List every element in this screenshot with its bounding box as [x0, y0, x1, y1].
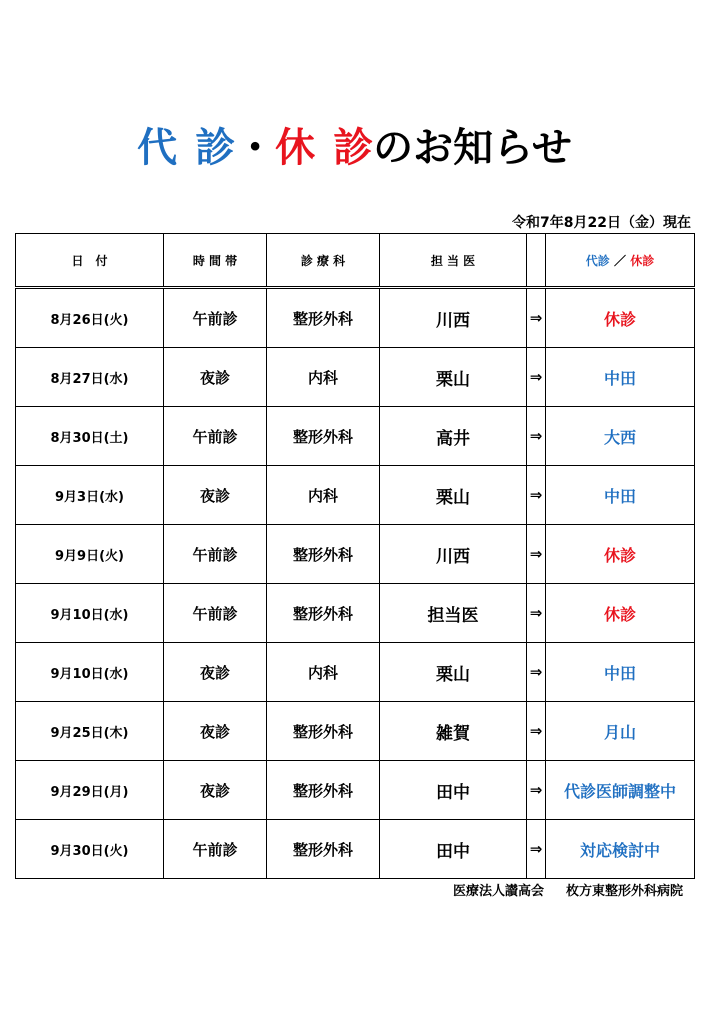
time-cell: 夜診 [164, 348, 267, 407]
date-cell: 9月3日(水) [16, 466, 164, 525]
table-row [16, 348, 695, 407]
title-closed-1: 休 [275, 125, 316, 171]
table-row [16, 761, 695, 820]
table-row [16, 584, 695, 643]
page-title [0, 118, 709, 178]
table-row [16, 466, 695, 525]
footer-organization [453, 880, 683, 899]
substitute-cell: 中田 [546, 643, 695, 702]
doctor-cell: 栗山 [380, 466, 527, 525]
header-separator: ／ [613, 253, 626, 268]
header-substitute-label: 代診 [585, 253, 610, 268]
doctor-cell: 川西 [380, 288, 527, 348]
doctor-cell: 担当医 [380, 584, 527, 643]
arrow-icon: ⇒ [527, 702, 546, 761]
date-cell: 8月30日(土) [16, 407, 164, 466]
table-row [16, 407, 695, 466]
date-cell: 9月25日(木) [16, 702, 164, 761]
substitute-cell: 対応検討中 [546, 820, 695, 879]
date-cell: 9月9日(火) [16, 525, 164, 584]
title-closed-2: 診 [333, 125, 374, 171]
doctor-cell: 栗山 [380, 348, 527, 407]
header-time: 時 間 帯 [164, 234, 267, 288]
date-cell: 9月10日(水) [16, 643, 164, 702]
arrow-icon: ⇒ [527, 643, 546, 702]
doctor-cell: 雑賀 [380, 702, 527, 761]
substitute-cell: 月山 [546, 702, 695, 761]
date-cell: 8月27日(水) [16, 348, 164, 407]
time-cell: 午前診 [164, 820, 267, 879]
substitute-cell: 中田 [546, 348, 695, 407]
header-date: 日 付 [16, 234, 164, 288]
header-closed-label: 休診 [630, 253, 655, 268]
arrow-icon: ⇒ [527, 407, 546, 466]
table-row [16, 820, 695, 879]
time-cell: 午前診 [164, 407, 267, 466]
time-cell: 夜診 [164, 643, 267, 702]
arrow-icon: ⇒ [527, 584, 546, 643]
doctor-cell: 田中 [380, 761, 527, 820]
substitute-cell: 休診 [546, 288, 695, 348]
header-arrow-gap [527, 234, 546, 288]
time-cell: 午前診 [164, 525, 267, 584]
title-substitute-2: 診 [195, 125, 236, 171]
time-cell: 夜診 [164, 466, 267, 525]
header-substitute [546, 234, 695, 288]
table-row [16, 702, 695, 761]
date-cell: 9月29日(月) [16, 761, 164, 820]
arrow-icon: ⇒ [527, 761, 546, 820]
substitute-cell: 中田 [546, 466, 695, 525]
arrow-icon: ⇒ [527, 820, 546, 879]
department-cell: 整形外科 [267, 407, 380, 466]
doctor-cell: 栗山 [380, 643, 527, 702]
title-dot: ・ [235, 125, 276, 171]
substitute-cell: 大西 [546, 407, 695, 466]
department-cell: 整形外科 [267, 702, 380, 761]
substitute-cell: 休診 [546, 525, 695, 584]
department-cell: 内科 [267, 466, 380, 525]
department-cell: 整形外科 [267, 820, 380, 879]
header-doctor: 担 当 医 [380, 234, 527, 288]
department-cell: 整形外科 [267, 584, 380, 643]
table-header-row [16, 234, 695, 288]
doctor-cell: 川西 [380, 525, 527, 584]
table-row [16, 288, 695, 348]
time-cell: 夜診 [164, 702, 267, 761]
header-dept: 診 療 科 [267, 234, 380, 288]
table-row [16, 643, 695, 702]
time-cell: 午前診 [164, 288, 267, 348]
department-cell: 整形外科 [267, 761, 380, 820]
substitute-cell: 休診 [546, 584, 695, 643]
doctor-cell: 高井 [380, 407, 527, 466]
arrow-icon: ⇒ [527, 466, 546, 525]
footer-hospital-name: 枚方東整形外科病院 [565, 884, 683, 899]
arrow-icon: ⇒ [527, 348, 546, 407]
doctor-cell: 田中 [380, 820, 527, 879]
as-of-date: 令和7年8月22日（金）現在 [512, 215, 691, 231]
table-row [16, 525, 695, 584]
schedule-table [15, 233, 695, 879]
arrow-icon: ⇒ [527, 288, 546, 348]
date-cell: 9月10日(水) [16, 584, 164, 643]
substitute-cell: 代診医師調整中 [546, 761, 695, 820]
department-cell: 内科 [267, 348, 380, 407]
date-cell: 9月30日(火) [16, 820, 164, 879]
footer-org-name: 医療法人讃高会 [452, 884, 544, 899]
time-cell: 午前診 [164, 584, 267, 643]
arrow-icon: ⇒ [527, 525, 546, 584]
department-cell: 内科 [267, 643, 380, 702]
department-cell: 整形外科 [267, 525, 380, 584]
date-cell: 8月26日(火) [16, 288, 164, 348]
department-cell: 整形外科 [267, 288, 380, 348]
title-suffix: のお知らせ [373, 125, 572, 171]
time-cell: 夜診 [164, 761, 267, 820]
title-substitute-1: 代 [137, 125, 178, 171]
